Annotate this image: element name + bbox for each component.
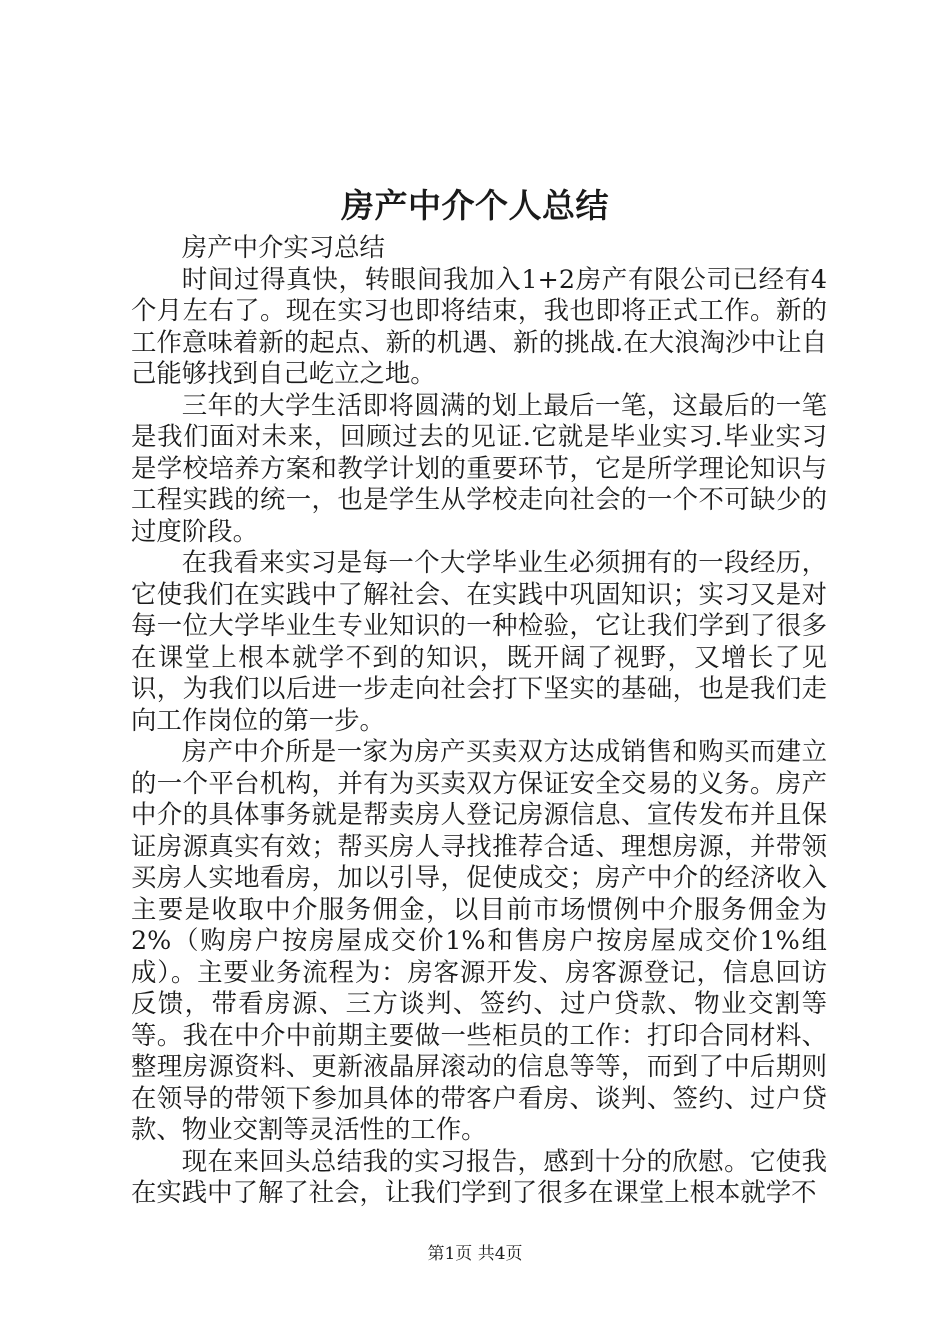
page-number-footer: 第1页 共4页 (427, 1244, 523, 1264)
paragraph: 房产中介所是一家为房产买卖双方达成销售和购买而建立的一个平台机构，并有为买卖双方保证安全交易的义务。房产中介的具体事务就是帮卖房人登记房源信息、宣传发布并且保证房源真实有效；帮买房人寻找推荐合适、理想房源，并带领买房人实地看房，加以引导，促使成交；房产中介的经济收入主要是收取中介服务佣金，以目前市场惯例中介服务佣金为2%（购房户按房屋成交价1%和售房户按房屋成交价1%组成）。主要业务流程为：房客源开发、房客源登记，信息回访反馈，带看房源、三方谈判、签约、过户贷款、物业交割等等。我在中介中前期主要做一些柜员的工作：打印合同材料、整理房源资料、更新液晶屏滚动的信息等等，而到了中后期则在领导的带领下参加具体的带客户看房、谈判、签约、过户贷款、物业交割等灵活性的工作。 (131, 736, 827, 1144)
paragraph: 时间过得真快，转眼间我加入1+2房产有限公司已经有4个月左右了。现在实习也即将结束，我也即将正式工作。新的工作意味着新的起点、新的机遇、新的挑战.在大浪淘沙中让自己能够找到自己屹立之地。 (131, 263, 827, 388)
paragraph: 现在来回头总结我的实习报告，感到十分的欣慰。它使我在实践中了解了社会，让我们学到了很多在课堂上根本就学不 (131, 1145, 827, 1207)
document-title: 房产中介个人总结 (341, 186, 609, 225)
paragraph: 三年的大学生活即将圆满的划上最后一笔，这最后的一笔是我们面对未来，回顾过去的见证.它就是毕业实习.毕业实习是学校培养方案和教学计划的重要环节，它是所学理论知识与工程实践的统一，也是学生从学校走向社会的一个不可缺少的过度阶段。 (131, 389, 827, 546)
paragraph: 在我看来实习是每一个大学毕业生必须拥有的一段经历，它使我们在实践中了解社会、在实践中巩固知识；实习又是对每一位大学毕业生专业知识的一种检验，它让我们学到了很多在课堂上根本就学不到的知识，既开阔了视野，又增长了见识，为我们以后进一步走向社会打下坚实的基础，也是我们走向工作岗位的第一步。 (131, 547, 827, 735)
paragraph-subtitle: 房产中介实习总结 (181, 232, 385, 262)
document-body (131, 232, 827, 1209)
